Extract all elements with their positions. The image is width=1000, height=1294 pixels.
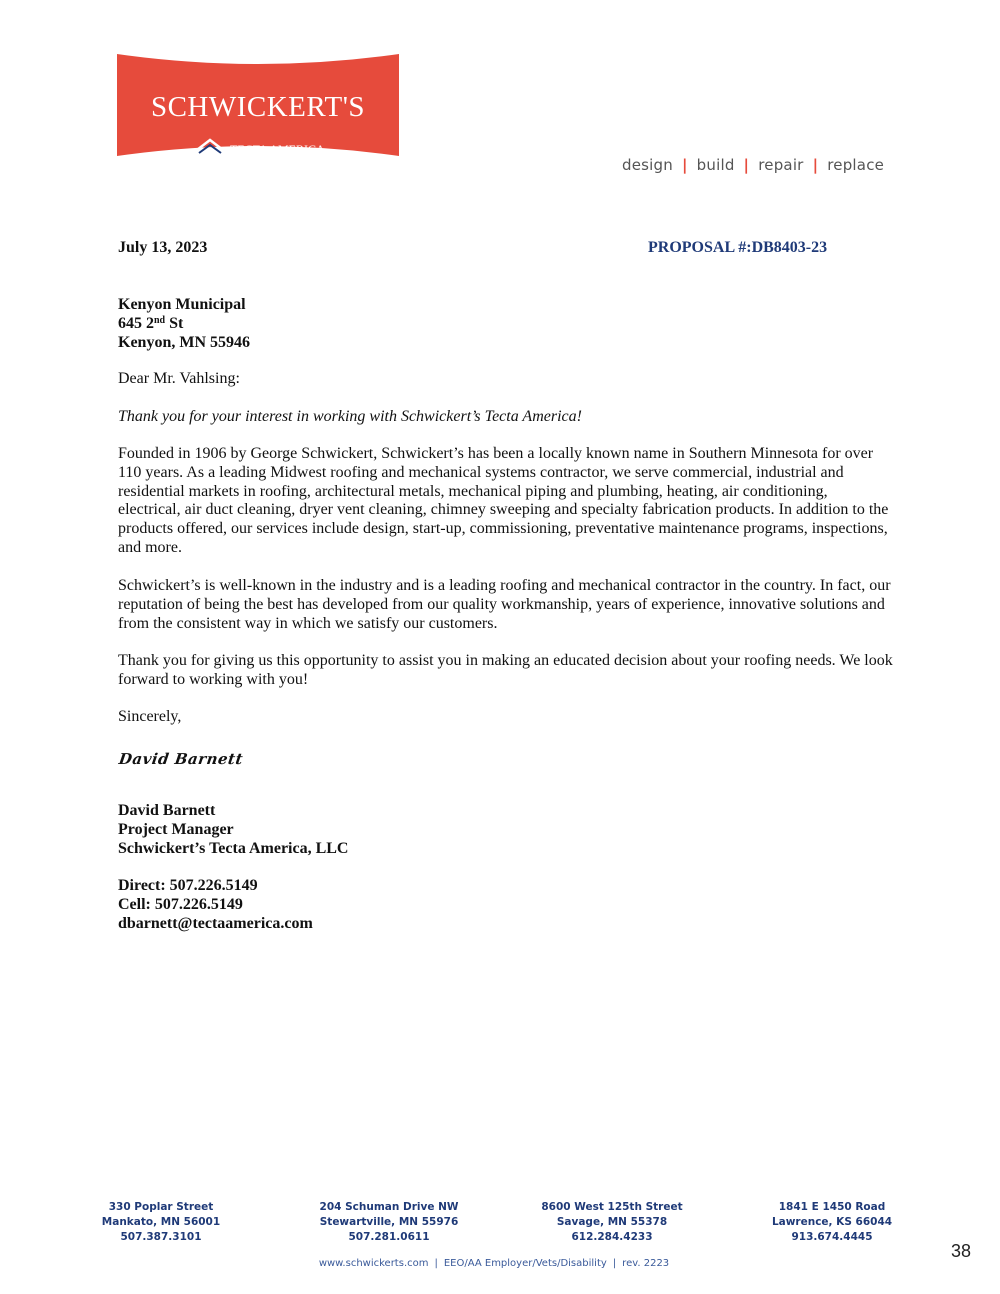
closing: Sincerely, <box>118 708 182 725</box>
recipient-city: Kenyon, MN 55946 <box>118 333 250 351</box>
footer-rev: rev. 2223 <box>622 1258 670 1269</box>
tagline-separator: | <box>743 156 750 174</box>
recipient-address <box>118 296 250 352</box>
tagline-replace: replace <box>827 156 885 174</box>
recipient-street: 645 2nd St <box>118 314 184 332</box>
company-logo <box>117 52 399 158</box>
tagline-build: build <box>696 156 735 174</box>
tagline-repair: repair <box>758 156 804 174</box>
contact-cell: Cell: 507.226.5149 <box>118 895 243 913</box>
signer-name: David Barnett <box>118 802 216 819</box>
office-stewartville: 204 Schuman Drive NW Stewartville, MN 55976 507.281.0611 <box>319 1201 459 1243</box>
signature: David Barnett <box>117 750 245 768</box>
signer-block <box>118 802 348 858</box>
office-mankato: 330 Poplar Street Mankato, MN 56001 507.387.3101 <box>101 1201 221 1243</box>
letter-date: July 13, 2023 <box>118 239 208 256</box>
office-lawrence: 1841 E 1450 Road Lawrence, KS 66044 913.674.4445 <box>771 1201 893 1243</box>
footer-line: www.schwickerts.com | EEO/AA Employer/Vets/Disability | rev. 2223 <box>318 1258 670 1269</box>
signer-company: Schwickert’s Tecta America, LLC <box>118 839 349 857</box>
proposal-number: PROPOSAL #:DB8403-23 <box>648 239 828 256</box>
paragraph-closing: Thank you for giving us this opportunity to assist you in making an educated decision about your roofing needs. We look forward to working with you! <box>118 652 893 688</box>
salutation: Dear Mr. Vahlsing: <box>118 370 240 387</box>
footer-website: www.schwickerts.com <box>318 1258 429 1269</box>
signer-title: Project Manager <box>118 820 234 838</box>
logo-text: SCHWICKERT'S <box>150 91 366 123</box>
paragraph-history: Founded in 1906 by George Schwickert, Schwickert’s has been a locally known name in Southern Minnesota for over 110 years. As a leading Midwest roofing and mechanical systems contractor, we serve commercial, industrial and residential markets in roofing, architectural metals, mechanical piping and plumbing, heating, air conditioning, electrical, air duct cleaning, dryer vent cleaning, chimney sweeping and specialty fabrication products. In addition to the products offered, our services include design, start-up, commissioning, preventative maintenance programs, inspections, and more. <box>118 445 889 556</box>
tagline-separator: | <box>681 156 688 174</box>
tagline-separator: | <box>812 156 819 174</box>
footer-eeo: EEO/AA Employer/Vets/Disability <box>443 1258 607 1269</box>
recipient-name: Kenyon Municipal <box>118 296 246 313</box>
logo-subtext: TECTA AMERICA <box>230 142 325 156</box>
tagline-design: design <box>622 156 673 174</box>
office-savage: 8600 West 125th Street Savage, MN 55378 612.284.4233 <box>541 1201 683 1243</box>
thanks-line: Thank you for your interest in working with Schwickert’s Tecta America! <box>118 408 582 425</box>
contact-direct: Direct: 507.226.5149 <box>118 877 258 894</box>
tagline <box>622 156 884 174</box>
page-number: 38 <box>951 1241 972 1261</box>
contact-email: dbarnett@tectaamerica.com <box>118 914 313 932</box>
paragraph-reputation: Schwickert’s is well-known in the industry and is a leading roofing and mechanical contractor in the country. In fact, our reputation of being the best has developed from our quality workmanship, years of experience, innovative solutions and from the consistent way in which we satisfy our customers. <box>118 577 891 632</box>
contact-block <box>118 877 313 933</box>
